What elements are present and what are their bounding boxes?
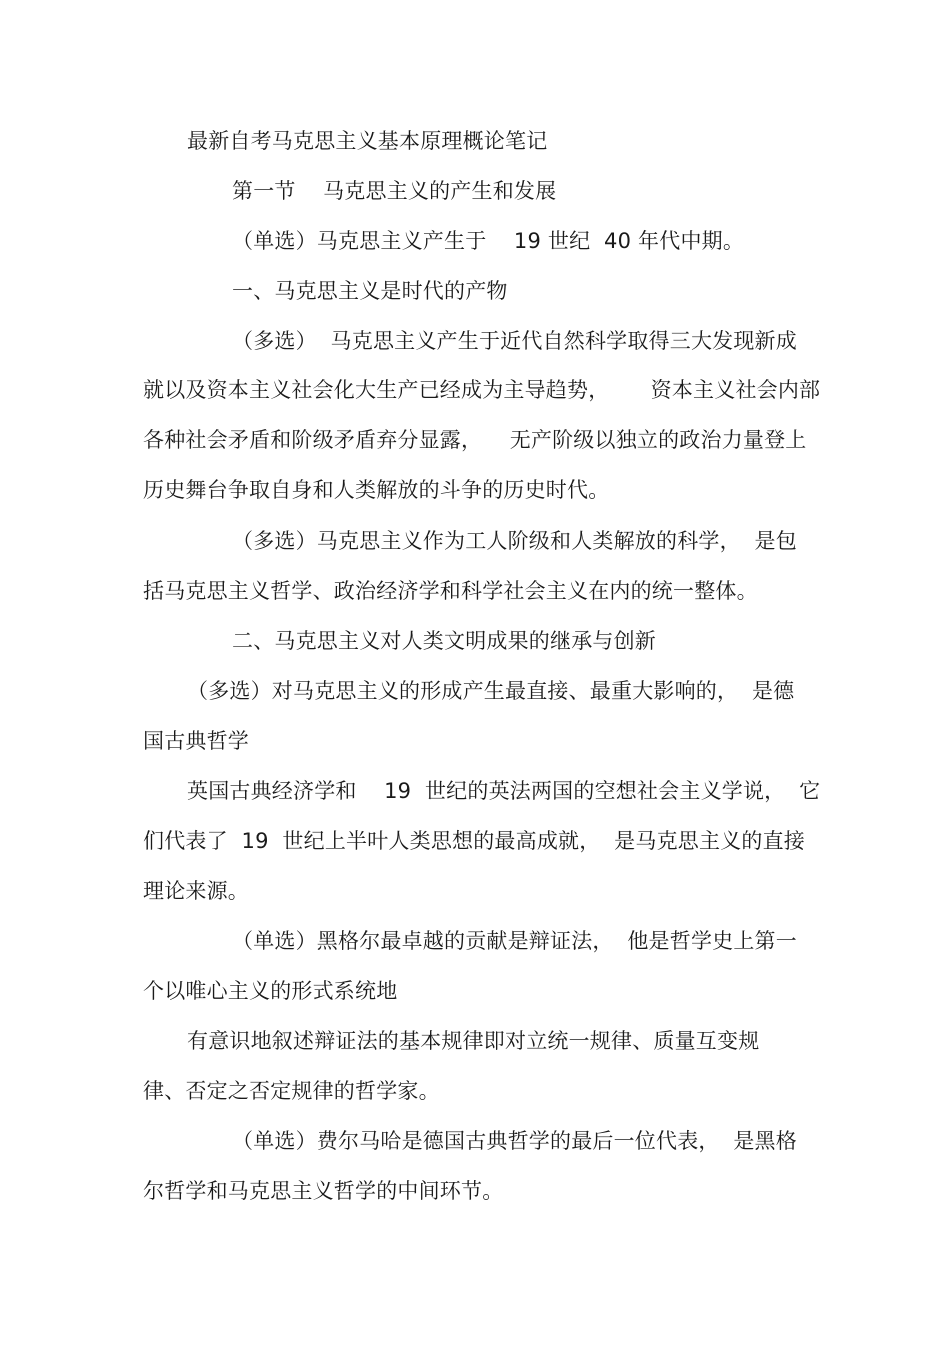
paragraph-line: 括马克思主义哲学、政治经济学和科学社会主义在内的统一整体。	[143, 579, 758, 603]
section-heading: 第一节 马克思主义的产生和发展	[232, 179, 557, 203]
paragraph-line: 就以及资本主义社会化大生产已经成为主导趋势， 资本主义社会内部	[143, 378, 821, 402]
paragraph-line: 各种社会矛盾和阶级矛盾弃分显露， 无产阶级以独立的政治力量登上	[143, 428, 807, 452]
paragraph-line: （单选）黑格尔最卓越的贡献是辩证法， 他是哲学史上第一	[232, 929, 797, 953]
subsection-heading: 二、马克思主义对人类文明成果的继承与创新	[232, 629, 656, 653]
paragraph-line: 理论来源。	[143, 879, 249, 903]
paragraph-line: 尔哲学和马克思主义哲学的中间环节。	[143, 1179, 504, 1203]
paragraph-line: （多选）马克思主义作为工人阶级和人类解放的科学， 是包	[232, 529, 797, 553]
paragraph-line: 律、否定之否定规律的哲学家。	[143, 1079, 440, 1103]
document-title: 最新自考马克思主义基本原理概论笔记	[187, 129, 548, 153]
paragraph-line: （多选） 马克思主义产生于近代自然科学取得三大发现新成	[232, 329, 797, 353]
paragraph-line: 有意识地叙述辩证法的基本规律即对立统一规律、质量互变规	[187, 1029, 760, 1053]
paragraph-line: 个以唯心主义的形式系统地	[143, 979, 398, 1003]
subsection-heading: 一、马克思主义是时代的产物	[232, 279, 508, 303]
paragraph-line: 历史舞台争取自身和人类解放的斗争的历史时代。	[143, 478, 610, 502]
paragraph-line: 们代表了 19 世纪上半叶人类思想的最高成就， 是马克思主义的直接	[143, 829, 805, 853]
paragraph-line: （单选）马克思主义产生于 19 世纪 40 年代中期。	[232, 229, 745, 253]
paragraph-line: （单选）费尔马哈是德国古典哲学的最后一位代表， 是黑格	[232, 1129, 797, 1153]
paragraph-line: （多选）对马克思主义的形成产生最直接、最重大影响的， 是德	[187, 679, 795, 703]
paragraph-line: 英国古典经济学和 19 世纪的英法两国的空想社会主义学说， 它	[187, 779, 821, 803]
paragraph-line: 国古典哲学	[143, 729, 249, 753]
